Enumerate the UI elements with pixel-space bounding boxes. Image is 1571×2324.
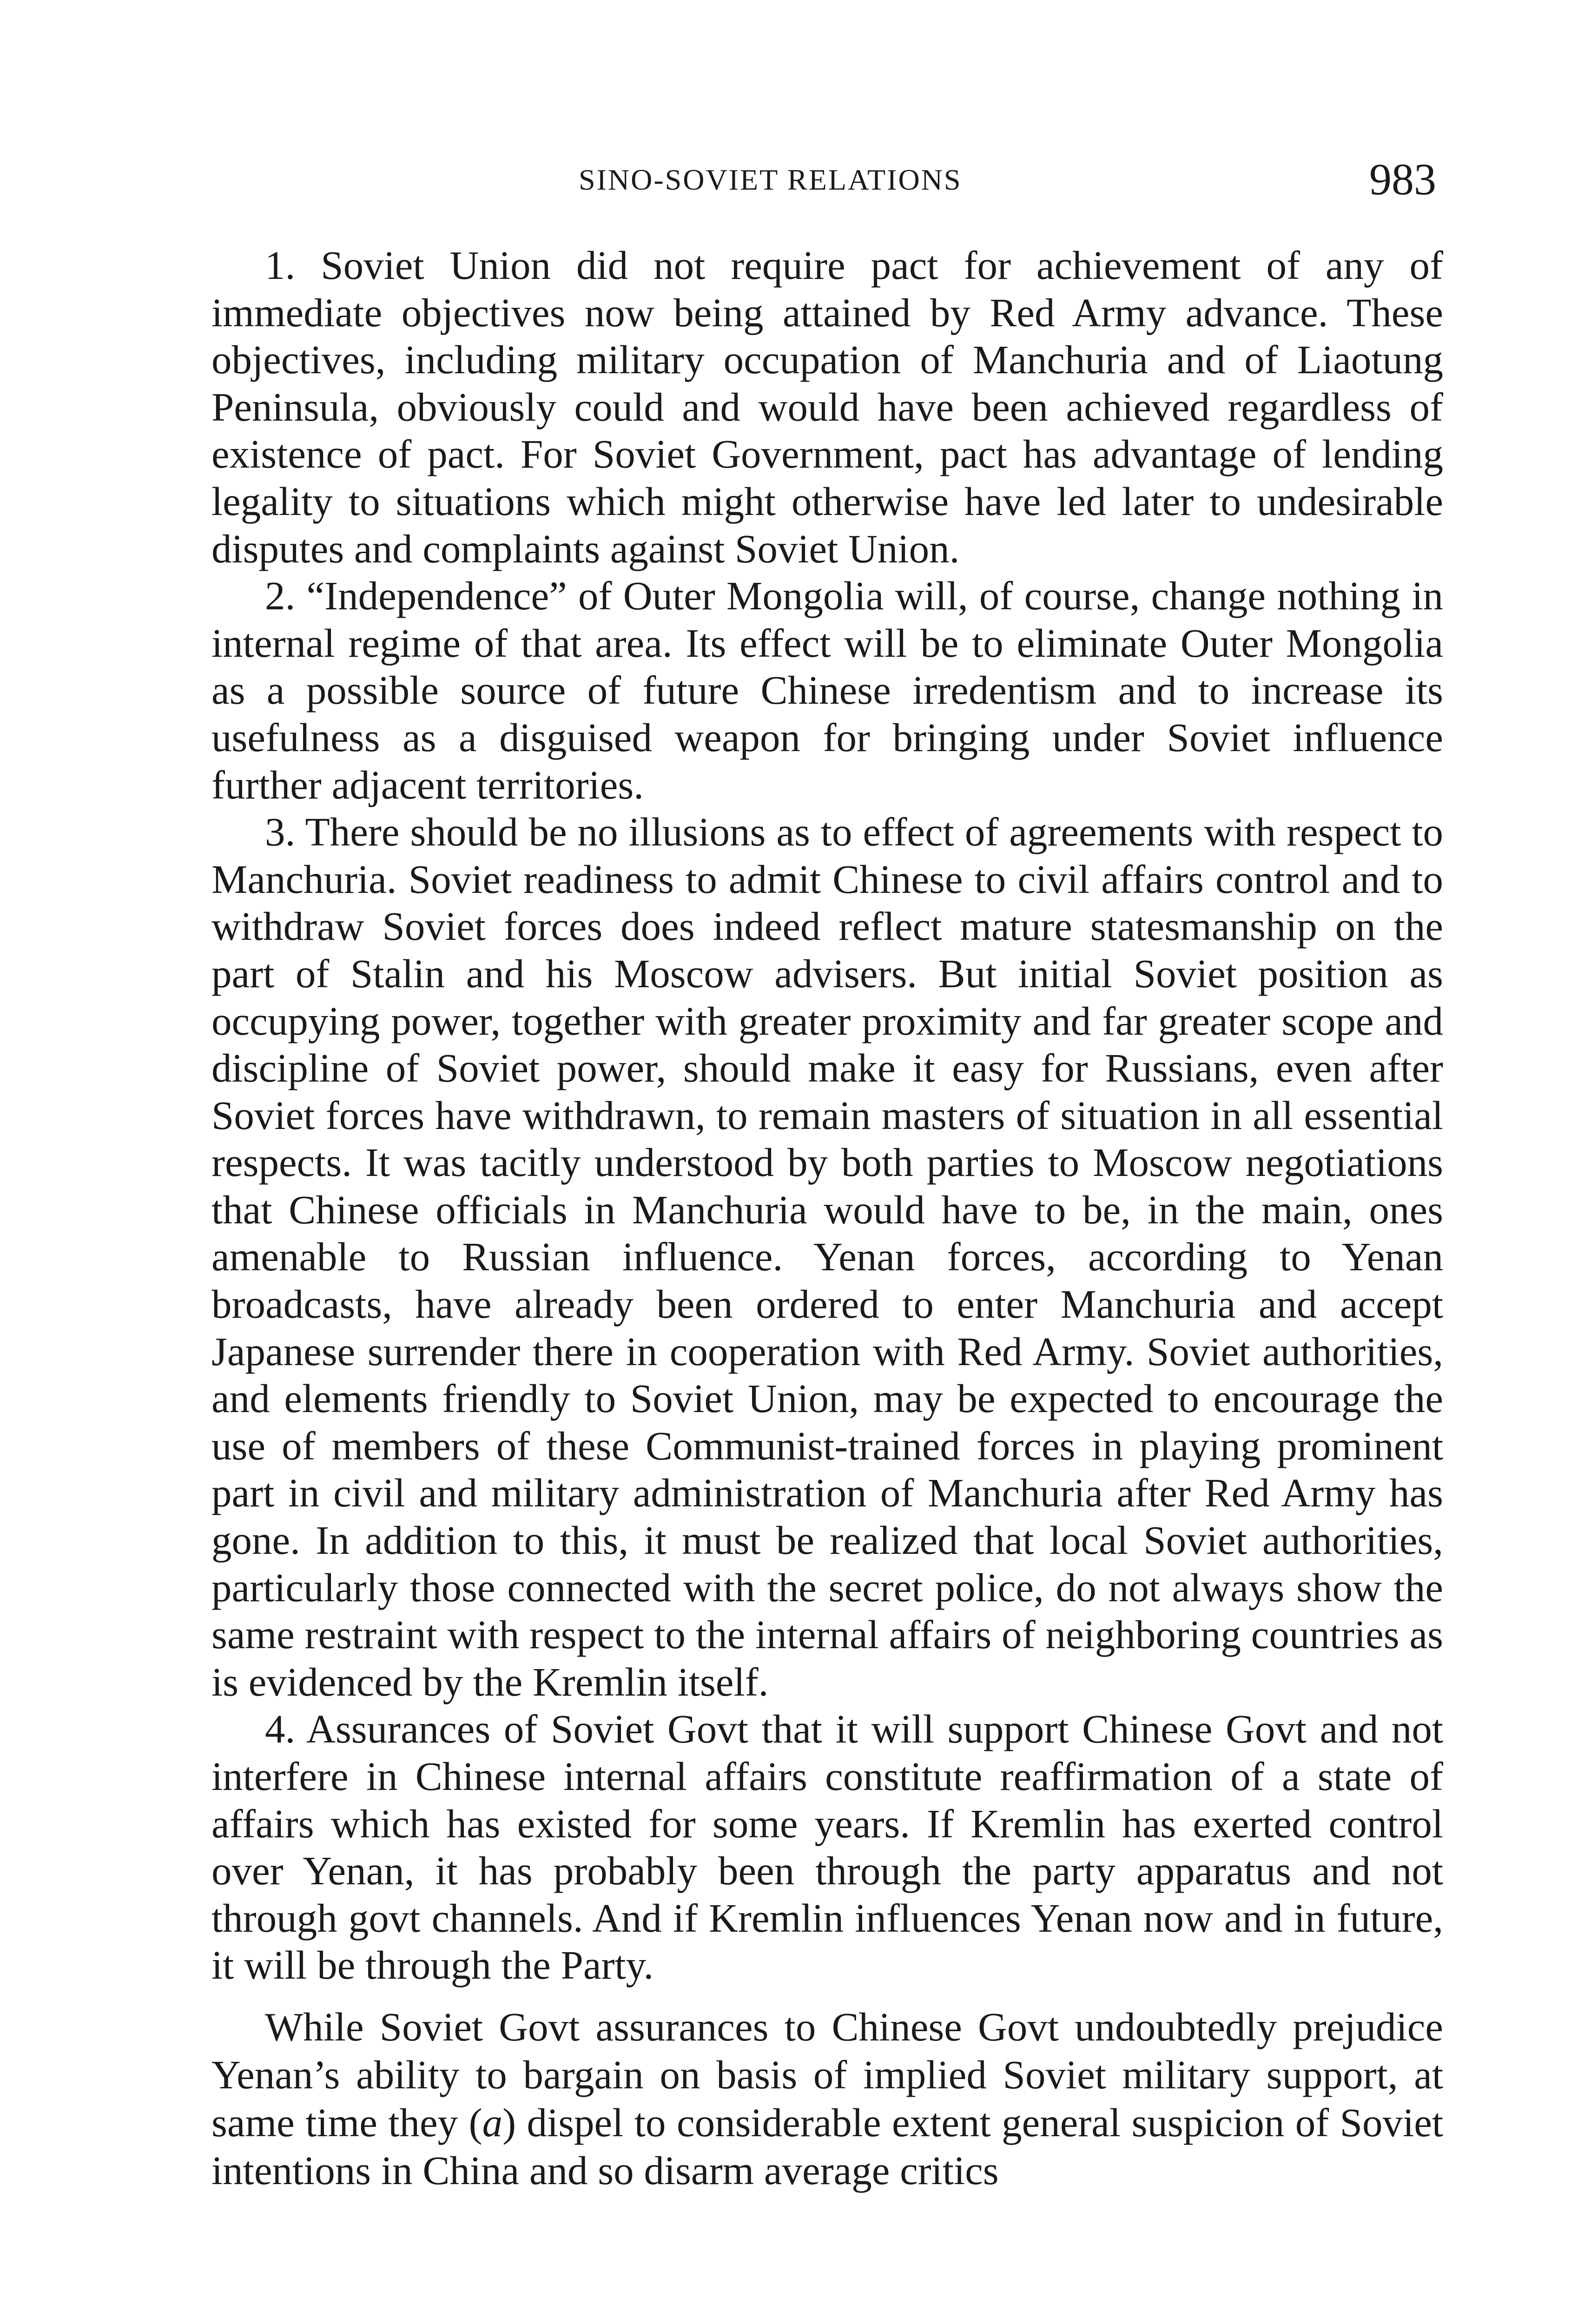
paragraph-point-2: 2. “Independence” of Outer Mongolia will, of course, change nothing in internal regime of that area. Its effect will be to eliminate Outer Mongolia as a possible source of future Chinese irredentism and to increase its usefulness as a disguised weapon for bringing under Soviet influence further adjacent territories. (211, 573, 1443, 807)
paragraph-point-1: 1. Soviet Union did not require pact for achievement of any of immediate objectives now being attained by Red Army advance. These objectives, including military occupation of Manchuria and of Liaotung Peninsula, obviously could and would have been achieved regardless of existence of pact. For Soviet Government, pact has advantage of lending legality to situations which might otherwise have led later to undesirable disputes and complaints against Soviet Union. (211, 243, 1443, 571)
page-number: 983 (1369, 154, 1436, 204)
closing-text-end: ) dispel to considerable extent general suspicion of Soviet intentions in China and so disarm average critics (211, 2100, 1443, 2193)
paragraph-point-3: 3. There should be no illusions as to effect of agreements with respect to Manchuria. Soviet readiness to admit Chinese to civil affairs control and to withdraw Soviet forces does indeed reflect mature statesmanship on the part of Stalin and his Moscow advisers. But initial Soviet position as occupying power, together with greater proximity and far greater scope and discipline of Soviet power, should make it easy for Russians, even after Soviet forces have withdrawn, to remain masters of situation in all essential respects. It was tacitly understood by both parties to Moscow negotiations that Chinese officials in Manchuria would have to be, in the main, ones amenable to Russian influence. Yenan forces, according to Yenan broadcasts, have already been ordered to enter Manchuria and accept Japanese surrender there in cooperation with Red Army. Soviet authorities, and elements friendly to Soviet Union, may be expected to encourage the use of members of these Communist-trained forces in playing prominent part in civil and military administration of Manchuria after Red Army has gone. In addition to this, it must be realized that local Soviet authorities, particularly those connected with the secret police, do not always show the same restraint with respect to the internal affairs of neighboring countries as is evidenced by the Kremlin itself. (211, 809, 1443, 1704)
closing-italic-letter: a (482, 2100, 503, 2145)
closing-text-start: While Soviet Govt assurances to Chinese Govt undoubtedly prejudice Yenan’s ability to bargain on basis of implied Soviet military support, at same time they ( (211, 2004, 1443, 2145)
running-head-title: SINO-SOVIET RELATIONS (579, 163, 962, 196)
paragraph-closing (211, 2003, 1443, 2194)
body-text (211, 242, 1443, 2194)
paragraph-point-4: 4. Assurances of Soviet Govt that it will support Chinese Govt and not interfere in Chinese internal affairs constitute reaffirmation of a state of affairs which has existed for some years. If Kremlin has exerted control over Yenan, it has probably been through the party apparatus and not through govt channels. And if Kremlin influences Yenan now and in future, it will be through the Party. (211, 1706, 1443, 1988)
